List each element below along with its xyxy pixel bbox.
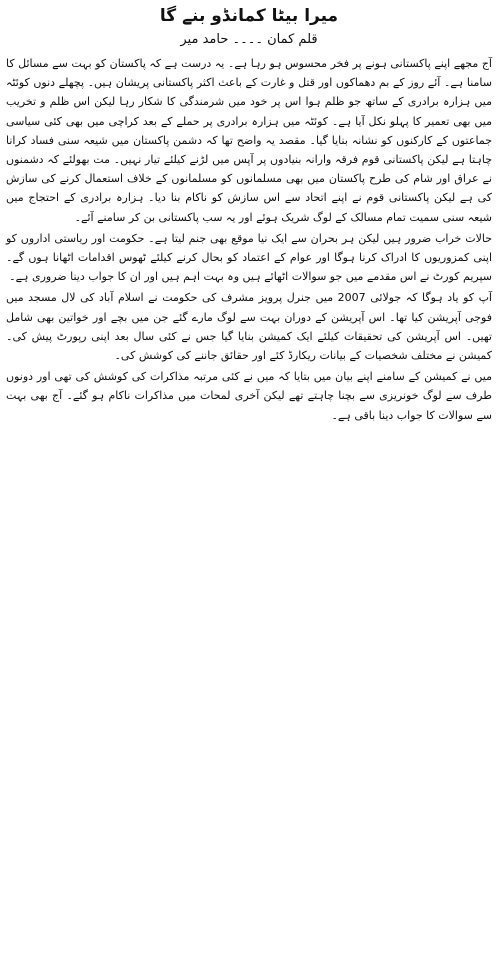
article-headline: میرا بیٹا کمانڈو بنے گا bbox=[159, 6, 339, 26]
article-paragraph: آج مجھے اپنے پاکستانی ہونے پر فخر محسوس ہو رہا ہے۔ یہ درست ہے کہ پاکستان کو بہت سے مسائل کا سامنا ہے۔ آئے روز کے بم دھماکوں اور قتل و غارت کے باعث اکثر پاکستانی پریشان ہیں۔ پچھلے دنوں کوئٹہ میں ہزارہ برادری کے ساتھ جو ظلم ہوا اس پر خود میں شرمندگی کا شکار رہا لیکن اس ظلم و تخریب میں بھی تعمیر کا پہلو نکل آیا ہے۔ کوئٹہ میں ہزارہ برادری پر حملے کے بعد کراچی میں بھی کئی سیاسی جماعتوں کے کارکنوں کو نشانہ بنایا گیا۔ مقصد یہ واضح تھا کہ دشمن پاکستان میں شیعہ سنی فساد کرانا چاہتا ہے لیکن پاکستانی قوم فرقہ وارانہ بنیادوں پر آپس میں لڑنے کیلئے تیار نہیں۔ مت بھولئے کہ دشمنوں نے عراق اور شام کی طرح پاکستان میں بھی مسلمانوں کو مسلمانوں کے خلاف استعمال کرنے کی سازش کی ہے لیکن پاکستانی قوم نے اپنے اتحاد سے اس سازش کو ناکام بنا دیا۔ ہزارہ برادری کے احتجاج میں شیعہ سنی سمیت تمام مسالک کے لوگ شریک ہوئے اور یہ سب پاکستانی بن کر سامنے آئے۔ bbox=[6, 57, 492, 224]
article-byline: قلم کمان ۔۔۔۔ حامد میر bbox=[180, 32, 318, 47]
article-paragraph: آپ کو یاد ہوگا کہ جولائی 2007 میں جنرل پرویز مشرف کی حکومت نے اسلام آباد کی لال مسجد میں فوجی آپریشن کیا تھا۔ اس آپریشن کے دوران بہت سے لوگ مارے گئے جن میں بچے اور خواتین بھی شامل تھیں۔ اس آپریشن کی تحقیقات کیلئے ایک کمیشن بنایا گیا جس نے کئی سال بعد اپنی رپورٹ پیش کی۔ کمیشن نے مختلف شخصیات کے بیانات ریکارڈ کئے اور حقائق جاننے کی کوشش کی۔ bbox=[6, 291, 492, 363]
article-body bbox=[6, 54, 492, 425]
article-paragraph: میں نے کمیشن کے سامنے اپنے بیان میں بتایا کہ میں نے کئی مرتبہ مذاکرات کی کوشش کی تھی اور دونوں طرف سے لوگ خونریزی سے بچنا چاہتے تھے لیکن آخری لمحات میں مذاکرات ناکام ہو گئے۔ آج بھی بہت سے سوالات کا جواب دینا باقی ہے۔ bbox=[6, 370, 492, 422]
article-paragraph: حالات خراب ضرور ہیں لیکن ہر بحران سے ایک نیا موقع بھی جنم لیتا ہے۔ حکومت اور ریاستی اداروں کو اپنی کمزوریوں کا ادراک کرنا ہوگا اور عوام کے اعتماد کو بحال کرنے کیلئے ٹھوس اقدامات اٹھانا ہوں گے۔ سپریم کورٹ نے اس مقدمے میں جو سوالات اٹھائے ہیں وہ بہت اہم ہیں اور ان کا جواب دینا ضروری ہے۔ bbox=[6, 231, 492, 284]
